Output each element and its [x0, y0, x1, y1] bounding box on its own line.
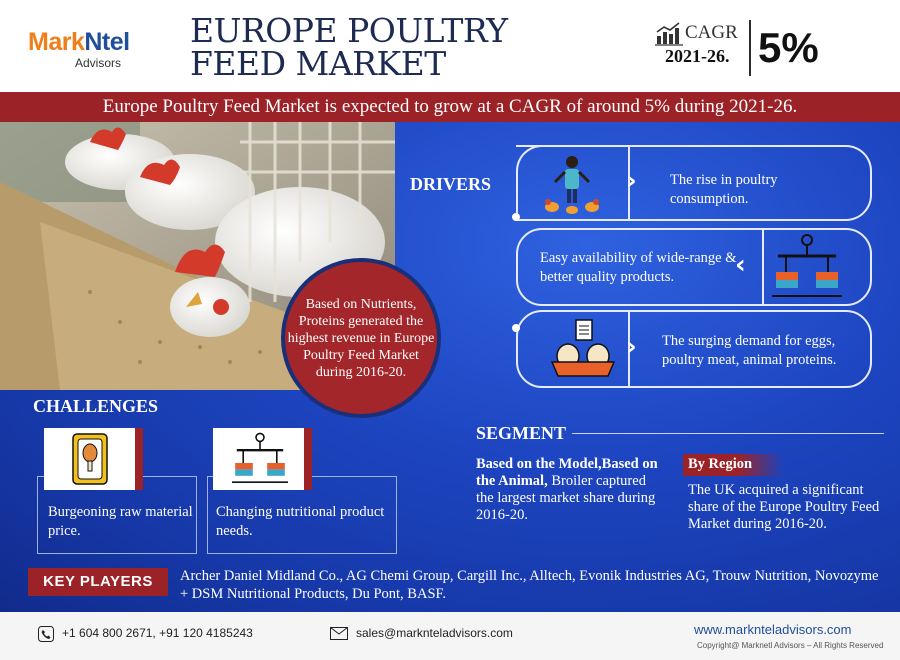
feeder-icon — [225, 431, 295, 487]
chevron-right-icon: › — [626, 166, 637, 196]
headline-banner: Europe Poultry Feed Market is expected to grow at a CAGR of around 5% during 2021-26. — [0, 92, 900, 122]
challenge-text-2: Changing nutritional product needs. — [216, 504, 385, 539]
mail-icon — [330, 627, 348, 640]
highlight-bubble-text: Based on Nutrients, Proteins generated the highest revenue in Europe Poultry Feed Market during 2016-20. — [287, 297, 435, 380]
marknetl-logo[interactable] — [28, 30, 130, 70]
connector-dot — [512, 324, 520, 332]
logo-wordmark — [28, 30, 130, 55]
chevron-right-icon: › — [626, 332, 637, 362]
footer-phone[interactable] — [38, 626, 253, 642]
driver-text-2: Easy availability of wide-range & better quality products. — [540, 250, 737, 285]
logo-part-ntel: Ntel — [84, 28, 130, 56]
connector-dot — [512, 213, 520, 221]
cagr-value: 5% — [758, 24, 819, 71]
key-players-badge: KEY PLAYERS — [28, 568, 168, 596]
footer-website-link[interactable]: www.marknteladvisors.com — [694, 622, 852, 637]
region-heading: By Region — [688, 456, 753, 472]
driver-divider-2 — [762, 230, 764, 304]
cagr-label: CAGR — [685, 22, 738, 43]
growth-chart-icon — [655, 22, 683, 46]
segment-left-head: Based on the Model,Based on the Animal, — [476, 456, 658, 489]
footer-email-text: sales@marknteladvisors.com — [356, 626, 513, 640]
logo-part-mark: Mark — [28, 28, 85, 56]
chevron-left-icon: › — [735, 250, 746, 280]
logo-subtitle: Advisors — [75, 56, 122, 70]
cagr-years: 2021-26. — [665, 46, 730, 66]
challenges-heading: CHALLENGES — [33, 396, 159, 416]
region-heading-badge — [683, 454, 783, 476]
driver-text-1: The rise in poultry consumption. — [670, 172, 778, 207]
key-players-list: Archer Daniel Midland Co., AG Chemi Group, Cargill Inc., Alltech, Evonik Industries AG, Trouw Nutrition, Novozyme + DSM Nutritional Products, Du Pont, BASF. — [180, 568, 879, 602]
feeder-icon — [772, 232, 842, 302]
footer-email[interactable] — [330, 626, 513, 640]
segment-left-body: Broiler captured the largest market share during 2016-20. — [476, 473, 656, 523]
segment-left — [476, 456, 666, 524]
footer-copyright: Copyright@ Marknetl Advisors – All Rights Reserved — [697, 641, 884, 650]
segment-divider — [572, 433, 884, 434]
challenge-icon-strip — [135, 428, 143, 490]
segment-heading: SEGMENT — [476, 423, 567, 443]
segment-right-body: The UK acquired a significant share of the Europe Poultry Feed Market during 2016-20. — [688, 482, 880, 532]
challenge-icon-strip — [304, 428, 312, 490]
cagr-divider — [749, 20, 751, 76]
drivers-heading: DRIVERS — [410, 174, 492, 194]
farmer-with-chickens-icon — [540, 152, 604, 216]
challenge-text-1: Burgeoning raw material price. — [48, 504, 193, 539]
eggs-tray-icon — [548, 318, 618, 382]
footer-phone-text: +1 604 800 2671, +91 120 4185243 — [62, 626, 253, 641]
driver-text-3: The surging demand for eggs, poultry meat, animal proteins. — [662, 333, 837, 368]
packaged-meat-icon — [72, 433, 108, 485]
cagr-block — [655, 22, 760, 67]
phone-icon — [38, 626, 54, 642]
page-title: EUROPE POULTRY FEED MARKET — [190, 11, 508, 83]
